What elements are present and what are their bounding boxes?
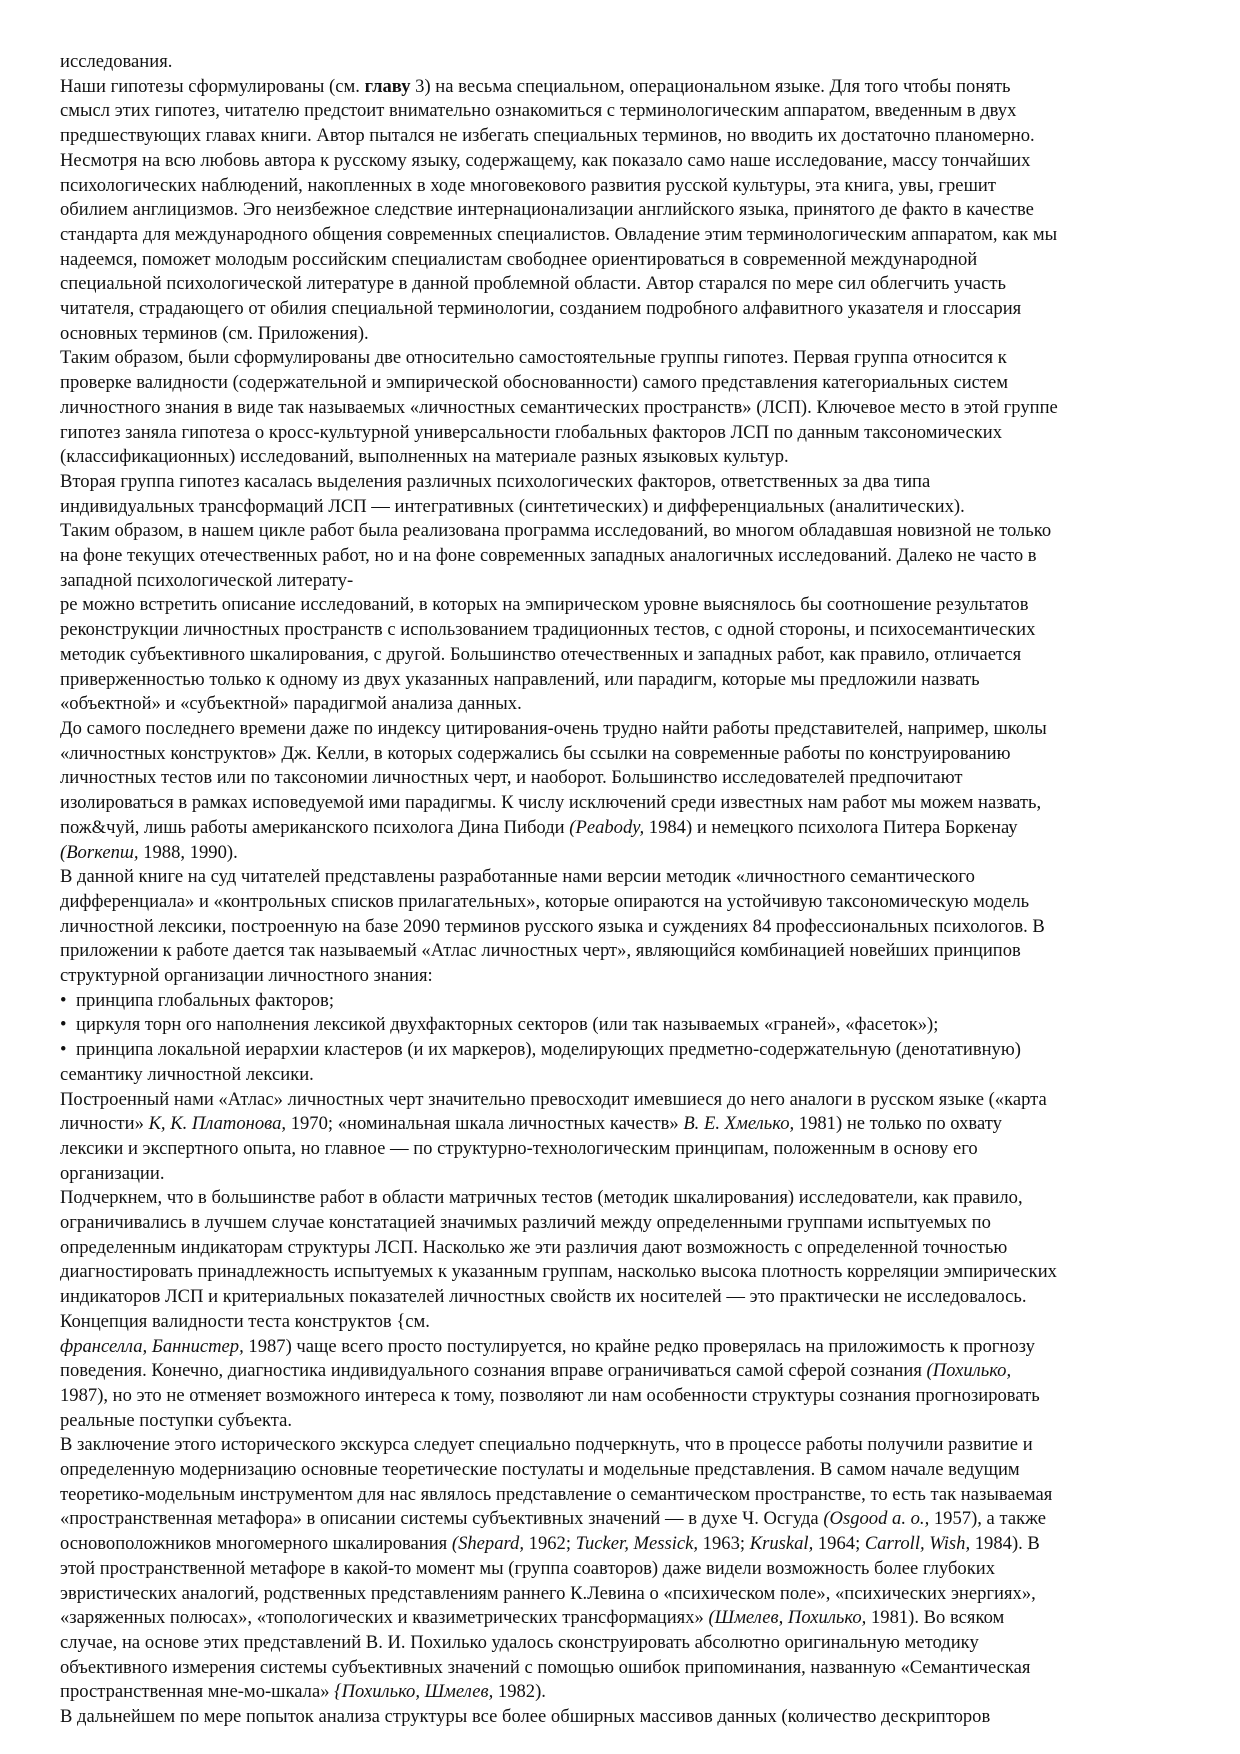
text-segment: проверке валидности (содержательной и эмпирической обоснованности) самого представления категориальных систем <box>60 372 1009 394</box>
text-segment: Концепция валидности теста конструктов {см. <box>60 1310 430 1332</box>
text-line <box>60 1260 1180 1285</box>
text-segment: реконструкции личностных пространств с использованием традиционных тестов, с одной стороны, и психосемантических <box>60 619 1036 641</box>
text-line <box>60 915 1180 940</box>
text-line <box>60 1631 1180 1656</box>
text-segment: Подчеркнем, что в большинстве работ в области матричных тестов (методик шкалирования) исследователи, как правило, <box>60 1187 1023 1209</box>
text-segment: «пространственная метафора» в описании системы субъективных значений — в духе Ч. Осгуда <box>60 1508 824 1530</box>
text-line <box>60 890 1180 915</box>
text-segment: Построенный нами «Атлас» личностных черт значительно превосходит имевшиеся до него аналоги в русском языке («карта <box>60 1088 1047 1110</box>
citation-text: (Osgood а. о., <box>823 1508 930 1530</box>
bullet-marker: • <box>60 989 67 1011</box>
text-segment: 1970; «номинальная шкала личностных качеств» <box>286 1113 684 1135</box>
text-line <box>60 1507 1180 1532</box>
text-segment: «личностных конструктов» Дж. Келли, в которых содержались бы ссылки на современные работы по конструированию <box>60 742 1011 764</box>
text-line <box>60 470 1180 495</box>
text-line <box>60 1483 1180 1508</box>
text-segment: 1981) не только по охвату <box>794 1113 1002 1135</box>
text-line <box>60 396 1180 421</box>
text-segment: ре можно встретить описание исследований, в которых на эмпирическом уровне выяснялось бы соотношение результатов <box>60 594 1029 616</box>
text-line <box>60 1458 1180 1483</box>
citation-text: Kruskal, <box>749 1533 814 1555</box>
text-line <box>60 1186 1180 1211</box>
citation-text: (Shepard, <box>451 1533 524 1555</box>
text-segment: 1982). <box>493 1681 546 1703</box>
document-page <box>60 50 1180 1730</box>
citation-text: Tucker, Messick, <box>575 1533 699 1555</box>
text-segment: исследования. <box>60 51 173 72</box>
text-segment: диагностировать принадлежность испытуемых к указанным группам, насколько высока плотность корреляции эмпирических <box>60 1261 1057 1283</box>
text-segment: 1987), но это не отменяет возможного интереса к тому, позволяют ли нам особенности структуры сознания прогнозировать <box>60 1384 1040 1406</box>
text-segment: главу <box>364 75 411 97</box>
text-segment: случае, на основе этих представлений В. И. Похилько удалось сконструировать абсолютно оригинальную методику <box>60 1632 979 1653</box>
text-line <box>60 668 1180 693</box>
text-segment: обилием англицизмов. Эго неизбежное следствие интернационализации английского языка, принятого де факто в качестве <box>60 199 1034 221</box>
text-segment: 1981). Во всяком <box>866 1607 1005 1629</box>
text-segment: изолироваться в рамках исповедуемой ими парадигмы. К числу исключений среди известных нам работ мы можем назвать, <box>60 792 1042 814</box>
text-segment: личностной лексики, построенную на базе 2090 терминов русского языка и суждениях 84 профессиональных психологов. В <box>60 915 1045 937</box>
text-segment: личностного знания в виде так называемых «личностных семантических пространств» (ЛСП). Ключевое место в этой группе <box>60 396 1058 418</box>
text-line <box>60 1606 1180 1631</box>
text-segment: пож&чуй, лишь работы американского психолога Дина Пибоди <box>60 816 570 838</box>
text-line <box>60 865 1180 890</box>
text-line <box>60 519 1180 544</box>
text-line <box>60 1359 1180 1384</box>
text-segment: До самого последнего времени даже по индексу цитирования-очень трудно найти работы представителей, например, школы <box>60 717 1047 739</box>
text-line <box>60 964 1180 989</box>
text-segment: Таким образом, в нашем цикле работ была реализована программа исследований, во многом обладавшая новизной не только <box>60 520 1052 542</box>
text-line <box>60 1063 1180 1088</box>
text-line <box>60 939 1180 964</box>
text-line <box>60 1557 1180 1582</box>
text-segment: Несмотря на всю любовь автора к русскому языку, содержащему, как показало само наше исследование, массу тончайших <box>60 149 1031 171</box>
text-line <box>60 99 1180 124</box>
citation-text: (Peabody, <box>569 816 645 838</box>
text-segment: 3) на весьма специальном, операциональном языке. Для того чтобы понять <box>410 75 1011 97</box>
text-line <box>60 717 1180 742</box>
text-segment: на фоне текущих отечественных работ, но и на фоне современных западных аналогичных исследований. Далеко не часто в <box>60 545 1037 567</box>
text-line <box>60 1409 1180 1434</box>
text-segment: основоположников многомерного шкалирования <box>60 1533 452 1555</box>
text-line <box>60 1112 1180 1137</box>
text-line <box>60 1137 1180 1162</box>
text-segment: личности» <box>60 1113 149 1135</box>
text-segment: предшествующих главах книги. Автор пытался не избегать специальных терминов, но вводить их достаточно планомерно. <box>60 125 1035 147</box>
text-segment: индивидуальных трансформаций ЛСП — интегративных (синтетических) и дифференциальных (аналитических). <box>60 495 965 517</box>
text-segment: 1988, 1990). <box>138 841 238 863</box>
text-segment: семантику личностной лексики. <box>60 1063 314 1085</box>
text-segment: 1987) чаще всего просто постулируется, но крайне редко проверялась на приложимость к прогнозу <box>243 1335 1035 1357</box>
text-line <box>60 1162 1180 1187</box>
text-line <box>60 1656 1180 1681</box>
text-line <box>60 1680 1180 1705</box>
text-line <box>60 989 1180 1014</box>
text-line <box>60 346 1180 371</box>
text-segment: 1962; <box>524 1533 576 1555</box>
text-line <box>60 569 1180 594</box>
text-segment: принципа глобальных факторов; <box>76 989 334 1011</box>
text-segment: Вторая группа гипотез касалась выделения различных психологических факторов, ответственных за два типа <box>60 470 931 492</box>
text-line <box>60 618 1180 643</box>
text-segment: надеемся, поможет молодым российским специалистам свободнее ориентироваться в современной международной <box>60 248 978 270</box>
text-segment: приложении к работе дается так называемый «Атлас личностных черт», являющийся комбинацией новейших принципов <box>60 940 1021 962</box>
text-line <box>60 174 1180 199</box>
citation-text: К, К. Платонова, <box>148 1113 287 1135</box>
text-line <box>60 1013 1180 1038</box>
text-segment: Наши гипотезы сформулированы (см. <box>60 75 365 97</box>
citation-text: франселла, Баннистер, <box>60 1335 244 1357</box>
text-segment: стандарта для международного общения современных специалистов. Овладение этим терминологическим аппаратом, как мы <box>60 223 1058 245</box>
text-segment: Таким образом, были сформулированы две относительно самостоятельные группы гипотез. Первая группа относится к <box>60 347 1007 369</box>
text-segment: индикаторов ЛСП и критериальных показателей личностных свойств их носителей — это практически не исследовалось. <box>60 1286 1027 1308</box>
text-line <box>60 841 1180 866</box>
text-segment: личностных тестов или по таксономии личностных черт, и наоборот. Большинство исследователей предпочитают <box>60 767 963 789</box>
text-segment: читателя, страдающего от обилия специальной терминологии, созданием подробного алфавитного указателя и глоссария <box>60 298 1022 320</box>
text-segment: западной психологической литерату- <box>60 569 354 591</box>
text-segment: ограничивались в лучшем случае констатацией значимых различий между определенными группами испытуемых по <box>60 1212 991 1234</box>
text-segment: смысл этих гипотез, читателю предстоит внимательно ознакомиться с терминологическим аппаратом, введенным в двух <box>60 100 1017 122</box>
text-line <box>60 297 1180 322</box>
text-line <box>60 223 1180 248</box>
text-segment: поведения. Конечно, диагностика индивидуального сознания вправе ограничиваться самой сферой сознания <box>60 1360 927 1382</box>
text-line <box>60 816 1180 841</box>
text-segment: «заряженных полюсах», «топологических и квазиметрических трансформациях» <box>60 1607 709 1629</box>
text-segment: определенным индикаторам структуры ЛСП. Насколько же эти различия дают возможность с определенной точностью <box>60 1236 1008 1258</box>
text-segment: 1964; <box>813 1533 865 1555</box>
text-line <box>60 791 1180 816</box>
text-line <box>60 544 1180 569</box>
text-segment: методик субъективного шкалирования, с другой. Большинство отечественных и западных работ, как правило, отличается <box>60 643 1022 665</box>
citation-text: (Шмелев, Похилько, <box>708 1607 867 1629</box>
text-segment: основных терминов (см. Приложения). <box>60 322 369 344</box>
text-segment: пространственная мне-мо-шкала» <box>60 1681 335 1703</box>
text-line <box>60 766 1180 791</box>
text-line <box>60 124 1180 149</box>
text-segment: циркуля торн ого наполнения лексикой двухфакторных секторов (или так называемых «граней», «фасеток»); <box>76 1014 939 1036</box>
text-line <box>60 742 1180 767</box>
text-segment: гипотез заняла гипотеза о кросс-культурной универсальности глобальных факторов ЛСП по данным таксономических <box>60 421 1003 443</box>
text-segment: психологических наблюдений, накопленных в ходе многовекового развития русской культуры, эта книга, увы, грешит <box>60 174 996 196</box>
text-line <box>60 1532 1180 1557</box>
text-segment: 1984). В <box>970 1533 1040 1555</box>
text-segment: реальные поступки субъекта. <box>60 1409 292 1431</box>
text-line <box>60 1088 1180 1113</box>
text-segment: 1984) и немецкого психолога Питера Боркенау <box>644 816 1018 838</box>
text-line <box>60 593 1180 618</box>
text-line <box>60 643 1180 668</box>
text-segment: В дальнейшем по мере попыток анализа структуры все более обширных массивов данных (количество дескрипторов <box>60 1706 991 1728</box>
text-segment: приверженностью только к одному из двух указанных направлений, или парадигм, которые мы предложили назвать <box>60 668 980 690</box>
text-line <box>60 1705 1180 1730</box>
text-segment: «объектной» и «субъектной» парадигмой анализа данных. <box>60 693 522 715</box>
text-segment: теоретико-модельным инструментом для нас являлось представление о семантическом пространстве, то есть так называемая <box>60 1483 1053 1505</box>
text-line <box>60 1433 1180 1458</box>
text-segment: структурной организации личностного знания: <box>60 965 433 987</box>
citation-text: {Похилько, Шмелев, <box>334 1681 494 1703</box>
text-segment: этой пространственной метафоре в какой-то момент мы (группа соавторов) даже видели возможность более глубоких <box>60 1557 995 1579</box>
text-line <box>60 1038 1180 1063</box>
text-line <box>60 50 1180 75</box>
text-line <box>60 1236 1180 1261</box>
text-segment: лексики и экспертного опыта, но главное — по структурно-технологическим принципам, положенным в основу его <box>60 1137 978 1159</box>
citation-text: (Похилько, <box>926 1360 1012 1382</box>
text-line <box>60 1582 1180 1607</box>
text-segment: принципа локальной иерархии кластеров (и их маркеров), моделирующих предметно-содержательную (денотативную) <box>76 1039 1021 1061</box>
text-segment: специальной психологической литературе в данной проблемной области. Автор старался по мере сил облегчить участь <box>60 273 1006 295</box>
text-segment: организации. <box>60 1162 165 1184</box>
text-segment: 1963; <box>698 1533 750 1555</box>
text-segment: определенную модернизацию основные теоретические постулаты и модельные представления. В самом начале ведущим <box>60 1459 1020 1481</box>
text-line <box>60 445 1180 470</box>
text-line <box>60 248 1180 273</box>
text-line <box>60 1335 1180 1360</box>
bullet-marker: • <box>60 1014 67 1036</box>
text-segment: В данной книге на суд читателей представлены разработанные нами версии методик «личностного семантического <box>60 866 975 888</box>
bullet-marker: • <box>60 1039 67 1061</box>
text-segment: эвристических аналогий, родственных представлениям раннего К.Левина о «психическом поле», «психических энергиях», <box>60 1582 1036 1604</box>
text-line <box>60 1384 1180 1409</box>
text-segment: В заключение этого исторического экскурса следует специально подчеркнуть, что в процессе работы получили развитие и <box>60 1434 1033 1456</box>
text-segment: (классификационных) исследований, выполненных на материале разных языковых культур. <box>60 446 789 468</box>
text-segment: дифференциала» и «контрольных списков прилагательных», которые опираются на устойчивую таксономическую модель <box>60 890 1030 912</box>
text-line <box>60 1211 1180 1236</box>
text-segment: 1957), а также <box>929 1508 1046 1530</box>
text-line <box>60 1285 1180 1310</box>
text-line <box>60 75 1180 100</box>
text-line <box>60 322 1180 347</box>
text-line <box>60 692 1180 717</box>
text-line <box>60 149 1180 174</box>
text-line <box>60 272 1180 297</box>
citation-text: (Воrкепш, <box>60 841 139 863</box>
text-line <box>60 1310 1180 1335</box>
text-segment: объективного измерения системы субъективных значений с помощью ошибок припоминания, названную «Семантическая <box>60 1656 1031 1678</box>
citation-text: В. Е. Хмелько, <box>683 1113 795 1135</box>
citation-text: Carroll, Wish, <box>864 1533 971 1555</box>
text-line <box>60 198 1180 223</box>
text-line <box>60 371 1180 396</box>
text-line <box>60 421 1180 446</box>
text-line <box>60 495 1180 520</box>
